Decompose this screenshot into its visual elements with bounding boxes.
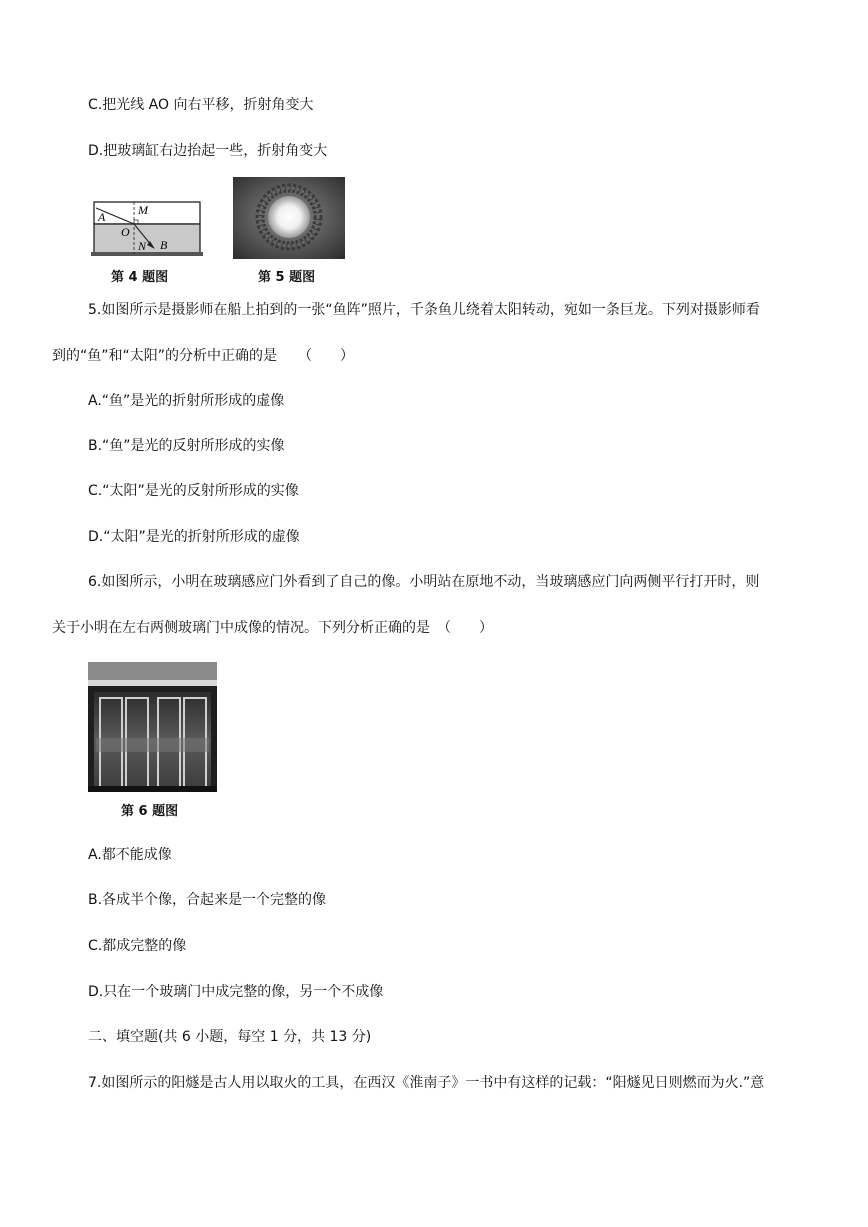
q5-stem-line-1: 5.如图所示是摄影师在船上拍到的一张“鱼阵”照片，千条鱼儿绕着太阳转动，宛如一条巨龙。下列对摄影师看 (88, 302, 760, 318)
q6-option-c: C.都成完整的像 (88, 938, 187, 954)
figure-5-fish-photo (233, 177, 345, 259)
figure-5-caption: 第 5 题图 (258, 270, 316, 285)
glass-door-image (88, 662, 217, 792)
q7-stem-line-1: 7.如图所示的阳燧是古人用以取火的工具，在西汉《淮南子》一书中有这样的记载：“阳燧见日则燃而为火.”意 (88, 1075, 765, 1091)
figure-6-caption: 第 6 题图 (121, 804, 179, 819)
label-A: A (98, 210, 106, 224)
section-2-heading: 二、填空题(共 6 小题，每空 1 分，共 13 分) (88, 1029, 372, 1045)
label-B: B (160, 238, 168, 252)
label-N: N (138, 239, 147, 253)
q6-stem-line-2: 关于小明在左右两侧玻璃门中成像的情况。下列分析正确的是 （ ） (52, 620, 493, 636)
label-M: M (138, 203, 148, 217)
q4-option-d: D.把玻璃缸右边抬起一些，折射角变大 (88, 143, 328, 159)
q6-option-b: B.各成半个像，合起来是一个完整的像 (88, 892, 327, 908)
q5-option-c: C.“太阳”是光的反射所形成的实像 (88, 483, 299, 499)
q6-stem-line-1: 6.如图所示，小明在玻璃感应门外看到了自己的像。小明站在原地不动，当玻璃感应门向两侧平行打开时，则 (88, 574, 760, 590)
q5-option-b: B.“鱼”是光的反射所形成的实像 (88, 438, 285, 454)
q5-stem-line-2: 到的“鱼”和“太阳”的分析中正确的是 （ ） (52, 348, 355, 364)
q6-option-d: D.只在一个玻璃门中成完整的像，另一个不成像 (88, 984, 384, 1000)
q4-option-c: C.把光线 AO 向右平移，折射角变大 (88, 97, 314, 113)
q6-option-a: A.都不能成像 (88, 847, 172, 863)
q5-option-a: A.“鱼”是光的折射所形成的虚像 (88, 393, 285, 409)
figure-4-caption: 第 4 题图 (111, 270, 169, 285)
fish-ring-image (233, 177, 345, 259)
figure-6-glass-door-photo (88, 662, 217, 792)
figure-4-refraction-diagram (88, 196, 208, 258)
label-O: O (121, 225, 130, 239)
q5-option-d: D.“太阳”是光的折射所形成的虚像 (88, 529, 300, 545)
